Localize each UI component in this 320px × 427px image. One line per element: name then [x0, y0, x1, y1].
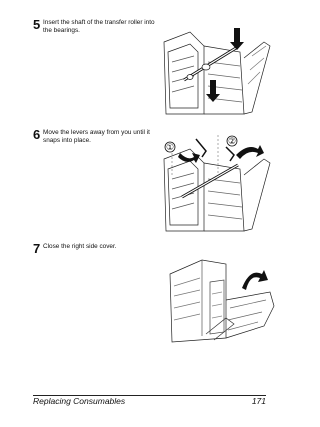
- figure-move-levers: [160, 135, 278, 235]
- callout-2: ②: [227, 137, 237, 147]
- callout-1: ①: [165, 143, 175, 153]
- step-instruction: Move the levers away from you until it snaps into place.: [43, 129, 150, 145]
- footer-section-title: Replacing Consumables: [33, 396, 126, 406]
- step-instruction: Close the right side cover.: [43, 243, 117, 250]
- figure-close-side-cover: [166, 252, 278, 344]
- page-number: 171: [251, 396, 266, 406]
- step-number: 5: [33, 17, 41, 32]
- step-instruction: Insert the shaft of the transfer roller into the bearings.: [43, 19, 155, 35]
- figure-insert-transfer-roller: [160, 22, 278, 118]
- step-number: 6: [33, 127, 41, 142]
- step-number: 7: [33, 241, 41, 256]
